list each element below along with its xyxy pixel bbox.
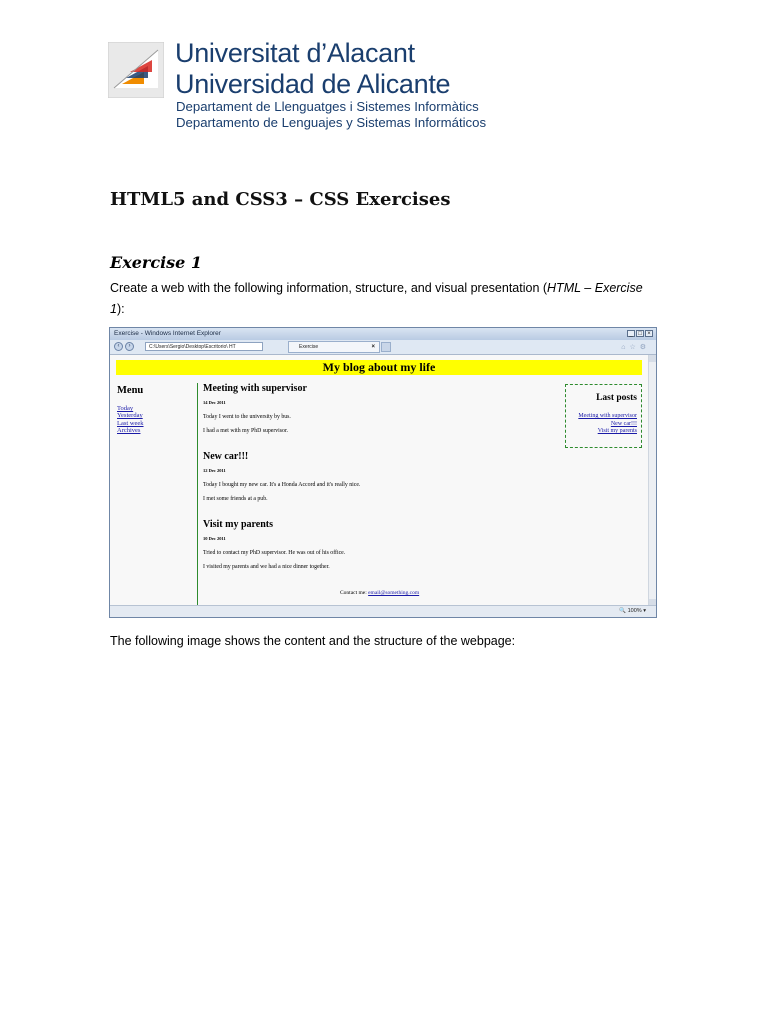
department-name-spanish: Departamento de Lenguajes y Sistemas Informáticos xyxy=(176,115,487,130)
last-posts-title: Last posts xyxy=(596,393,637,403)
post-date: 10 Dec 2011 xyxy=(203,536,226,541)
tab-label: Exercise xyxy=(299,344,319,350)
vertical-scrollbar[interactable] xyxy=(648,355,656,606)
new-tab-button[interactable] xyxy=(381,342,391,352)
post xyxy=(203,451,360,502)
last-post-link[interactable]: New car!!! xyxy=(610,420,637,427)
post-paragraph: I had a met with my PhD supervisor. xyxy=(203,428,289,434)
contact-footer xyxy=(340,590,419,596)
browser-screenshot xyxy=(109,327,657,618)
menu-title: Menu xyxy=(117,385,144,396)
university-name-spanish: Universidad de Alicante xyxy=(175,69,451,99)
forward-icon[interactable]: › xyxy=(125,342,134,351)
status-bar xyxy=(110,605,656,617)
browser-tab[interactable] xyxy=(288,341,380,353)
post xyxy=(203,519,345,570)
university-logo xyxy=(108,42,164,98)
last-post-link[interactable]: Meeting with supervisor xyxy=(578,413,637,419)
maximize-icon[interactable]: □ xyxy=(636,330,644,337)
department-name-catalan: Departament de Llenguatges i Sistemes Informàtics xyxy=(176,99,479,114)
structure-intro: The following image shows the content and the structure of the webpage: xyxy=(110,634,516,648)
toolbar-icons[interactable]: ⌂☆⚙ xyxy=(621,344,650,351)
blog-posts xyxy=(197,383,553,608)
post-date: 14 Dec 2011 xyxy=(203,400,226,405)
tab-close-icon[interactable]: × xyxy=(371,344,375,350)
navigation-bar xyxy=(110,340,656,355)
zoom-value: 100% xyxy=(627,608,642,614)
webpage-viewport xyxy=(110,355,649,606)
post-paragraph: Today I went to the university by bus. xyxy=(203,414,291,420)
menu-link-archives[interactable]: Archives xyxy=(117,426,141,434)
post-paragraph: Tried to contact my PhD supervisor. He was out of his office. xyxy=(203,550,346,556)
minimize-icon[interactable]: _ xyxy=(627,330,635,337)
exercise-intro xyxy=(110,278,650,320)
intro-text: Create a web with the following information, structure, and visual presentation ( xyxy=(110,281,548,295)
exercise-title: Exercise 1 xyxy=(110,253,203,272)
address-bar[interactable]: C:\Users\Sergio\Desktop\Escritorio\ HT xyxy=(145,342,263,351)
post xyxy=(203,383,307,434)
blog-header: My blog about my life xyxy=(116,360,642,375)
post-paragraph: I met some friends at a pub. xyxy=(203,496,268,502)
intro-reference: HTML – Exercise 1 xyxy=(110,281,643,316)
university-name-catalan: Universitat d’Alacant xyxy=(175,38,415,68)
menu-link-today[interactable]: Today xyxy=(117,405,134,412)
back-icon[interactable]: ‹ xyxy=(114,342,123,351)
window-titlebar xyxy=(110,328,656,340)
menu-link-last-week[interactable]: Last week xyxy=(117,419,144,427)
post-date: 12 Dec 2011 xyxy=(203,468,226,473)
post-paragraph: I visited my parents and we had a nice dinner together. xyxy=(203,564,330,570)
intro-end: ): xyxy=(116,302,125,316)
contact-label: Contact me: xyxy=(340,590,367,596)
post-paragraph: Today I bought my new car. It's a Honda Accord and it's really nice. xyxy=(203,482,361,488)
close-icon[interactable]: × xyxy=(645,330,653,337)
post-title: New car!!! xyxy=(203,451,249,462)
post-title: Meeting with supervisor xyxy=(203,383,307,394)
document-title: HTML5 and CSS3 – CSS Exercises xyxy=(110,189,451,210)
blog-menu xyxy=(117,385,144,434)
window-title: Exercise - Windows Internet Explorer xyxy=(114,330,221,337)
contact-email-link[interactable]: email@something.com xyxy=(368,590,420,596)
window-controls xyxy=(627,330,653,337)
zoom-level[interactable]: 🔍 100% ▾ xyxy=(619,608,646,614)
last-posts-box xyxy=(565,384,642,448)
post-title: Visit my parents xyxy=(203,519,273,530)
menu-link-yesterday[interactable]: Yesterday xyxy=(117,412,143,420)
last-post-link[interactable]: Visit my parents xyxy=(597,428,637,435)
